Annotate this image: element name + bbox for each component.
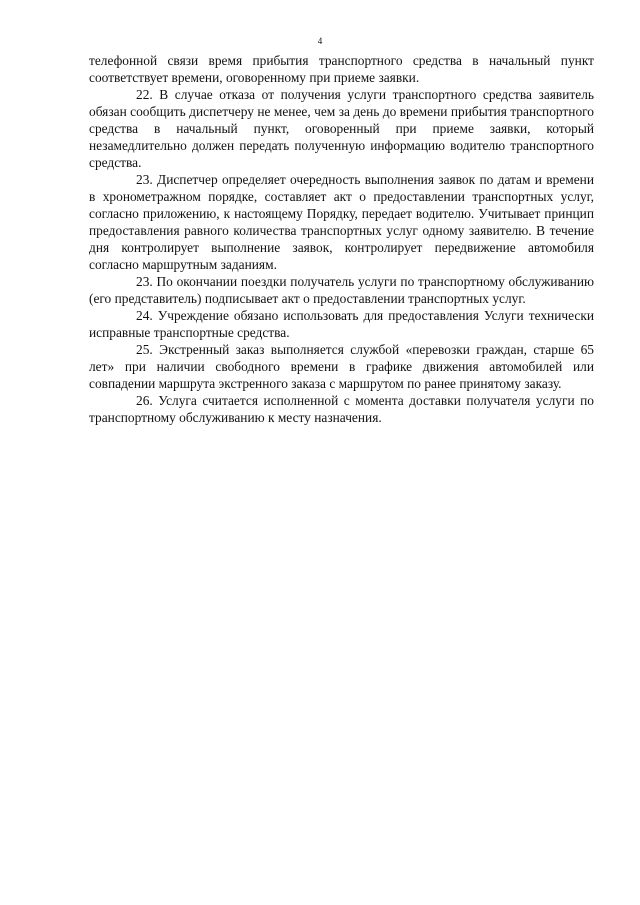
document-body [89, 52, 594, 426]
paragraph-22: 22. В случае отказа от получения услуги транспортного средства заявитель обязан сообщить диспетчеру не менее, чем за день до времени прибытия транспортного средства в начальный пункт, оговоренный при приеме заявки, который незамедлительно должен передать полученную информацию водителю транспортного средства. [89, 87, 594, 170]
page-number: 4 [317, 36, 323, 46]
paragraph-continuation: телефонной связи время прибытия транспортного средства в начальный пункт соответствует времени, оговоренному при приеме заявки. [89, 53, 594, 85]
paragraph-23-trip-end: 23. По окончании поездки получатель услуги по транспортному обслуживанию (его представитель) подписывает акт о предоставлении транспортных услуг. [89, 274, 594, 306]
paragraph-25: 25. Экстренный заказ выполняется службой «перевозки граждан, старше 65 лет» при наличии свободного времени в графике движения автомобилей или совпадении маршрута экстренного заказа с маршрутом по ранее принятому заказу. [89, 342, 594, 391]
paragraph-23-dispatcher: 23. Диспетчер определяет очередность выполнения заявок по датам и времени в хронометражном порядке, составляет акт о предоставлении транспортных услуг, согласно приложению, к настоящему Порядку, передает водителю. Учитывает принцип предоставления равного количества транспортных услуг одному заявителю. В течение дня контролирует выполнение заявок, контролирует передвижение автомобиля согласно маршрутным заданиям. [89, 172, 594, 272]
paragraph-26: 26. Услуга считается исполненной с момента доставки получателя услуги по транспортному обслуживанию к месту назначения. [89, 393, 594, 425]
paragraph-24: 24. Учреждение обязано использовать для предоставления Услуги технически исправные транспортные средства. [89, 308, 594, 340]
